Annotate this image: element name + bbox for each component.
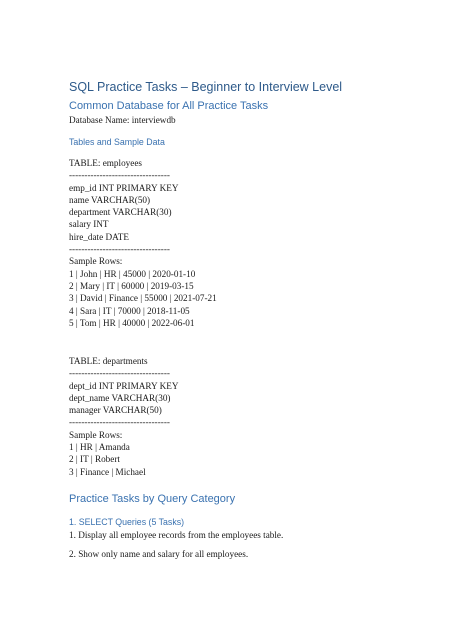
column-def: name VARCHAR(50) [69,194,151,205]
subheading-tables: Tables and Sample Data [69,137,165,147]
sample-row: 3 | Finance | Michael [69,466,146,477]
sample-row: 1 | HR | Amanda [69,442,130,453]
task-item: 2. Show only name and salary for all employees. [69,549,249,559]
sample-rows-label: Sample Rows: [69,429,123,440]
departments-table-block [69,355,179,478]
page-title: SQL Practice Tasks – Beginner to Interview Level [69,80,343,94]
column-def: dept_name VARCHAR(30) [69,392,171,403]
task-item: 1. Display all employee records from the employees table. [69,530,284,540]
section-heading-common-database: Common Database for All Practice Tasks [69,100,269,112]
sample-row: 1 | John | HR | 45000 | 2020-01-10 [69,268,196,279]
column-def: department VARCHAR(30) [69,207,172,218]
separator: --------------------------------- [69,244,170,255]
section-heading-practice-tasks: Practice Tasks by Query Category [69,493,236,505]
employees-table-label: TABLE: employees [69,158,143,168]
column-def: emp_id INT PRIMARY KEY [69,182,179,193]
separator: --------------------------------- [69,170,170,181]
database-name: Database Name: interviewdb [69,115,176,125]
column-def: salary INT [69,219,109,230]
employees-table-block [69,157,217,329]
departments-table-label: TABLE: departments [69,356,148,366]
separator: --------------------------------- [69,417,170,428]
sample-row: 5 | Tom | HR | 40000 | 2022-06-01 [69,317,195,328]
sample-rows-label: Sample Rows: [69,256,123,267]
sample-row: 2 | IT | Robert [69,454,120,465]
column-def: manager VARCHAR(50) [69,405,162,416]
column-def: dept_id INT PRIMARY KEY [69,380,179,391]
sample-row: 4 | Sara | IT | 70000 | 2018-11-05 [69,305,190,316]
sample-row: 3 | David | Finance | 55000 | 2021-07-21 [69,293,217,304]
category-heading-select: 1. SELECT Queries (5 Tasks) [69,517,185,527]
separator: --------------------------------- [69,368,170,379]
column-def: hire_date DATE [69,231,129,242]
sample-row: 2 | Mary | IT | 60000 | 2019-03-15 [69,280,194,291]
